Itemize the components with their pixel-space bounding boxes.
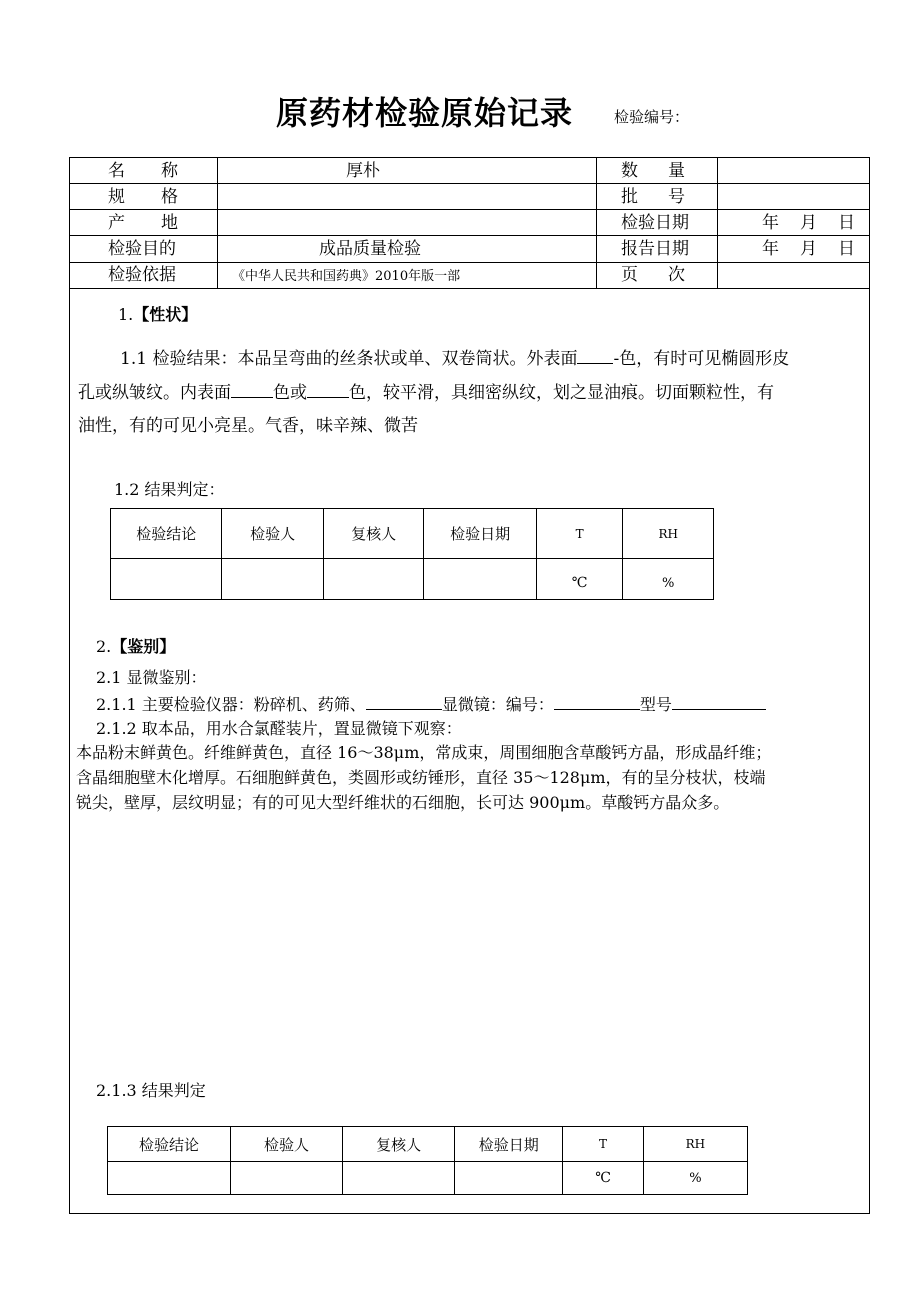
s1-th-reviewer: 复核人 [323, 509, 423, 559]
section1-result-line2 [78, 381, 774, 404]
s2-td-conclusion [108, 1162, 231, 1195]
s1-th-conclusion: 检验结论 [111, 509, 222, 559]
s1-td-temp: ℃ [536, 559, 623, 600]
label-basis: 检验依据 [108, 265, 176, 285]
section1-heading [118, 304, 197, 326]
s1-th-rh: RH [623, 509, 714, 559]
value-name: 厚朴 [346, 161, 380, 181]
result-text-a: 1.1 检验结果：本品呈弯曲的丝条状或单、双卷筒状。外表面 [120, 349, 578, 369]
s1-td-conclusion [111, 559, 222, 600]
inner-color-blank-2 [307, 381, 349, 398]
s1-td-rh: % [623, 559, 714, 600]
value-basis: 《中华人民共和国药典》2010年版一部 [232, 269, 461, 284]
s2-th-inspector: 检验人 [231, 1127, 343, 1162]
s2-td-inspector [231, 1162, 343, 1195]
instrument-text-c: 型号 [639, 695, 672, 714]
s2-td-rh: % [643, 1162, 747, 1195]
label-purpose: 检验目的 [108, 239, 176, 259]
instrument-text-b: 显微镜：编号： [441, 695, 554, 714]
section2-result-table [107, 1126, 748, 1195]
s2-th-date: 检验日期 [455, 1127, 563, 1162]
s1-th-date: 检验日期 [424, 509, 536, 559]
instrument-text-a: 2.1.1 主要检验仪器：粉碎机、药筛、 [96, 695, 366, 714]
section1-judge-label: 1.2 结果判定： [114, 480, 225, 499]
result-text-b: -色，有时可见椭圆形皮 [613, 349, 790, 369]
micro-desc-line2: 含晶细胞壁木化增厚。石细胞鲜黄色，类圆形或纺锤形，直径 35～128μm，有的呈分枝状，枝端 [76, 768, 766, 787]
label-quantity: 数量 [621, 161, 715, 181]
s2-td-date [455, 1162, 563, 1195]
section2-judge-label: 2.1.3 结果判定 [96, 1081, 206, 1100]
label-page: 页次 [621, 265, 715, 285]
section1-result-table [110, 508, 714, 600]
section1-heading-text: 【性状】 [133, 305, 198, 324]
page-title: 原药材检验原始记录 [276, 94, 574, 132]
value-inspection-date: 年 月 日 [762, 213, 857, 233]
label-name: 名称 [108, 161, 214, 181]
s2-th-reviewer: 复核人 [343, 1127, 455, 1162]
inspection-no-label: 检验编号： [614, 108, 690, 126]
result-line2-a: 孔或纵皱纹。内表面 [78, 383, 231, 403]
s2-th-temp: T [563, 1127, 643, 1162]
label-spec: 规格 [108, 187, 214, 207]
take-sample-line: 2.1.2 取本品，用水合氯醛装片，置显微镜下观察： [96, 719, 462, 738]
micro-desc-line1: 本品粉末鲜黄色。纤维鲜黄色，直径 16～38μm，常成束，周围细胞含草酸钙方晶，形成晶纤维； [76, 743, 772, 762]
result-line2-c: 色，较平滑，具细密纵纹，划之显油痕。切面颗粒性，有 [349, 383, 774, 403]
s2-td-temp: ℃ [563, 1162, 643, 1195]
value-report-date: 年 月 日 [762, 239, 857, 259]
s2-th-conclusion: 检验结论 [108, 1127, 231, 1162]
label-origin: 产地 [108, 213, 214, 233]
section2-heading [96, 636, 175, 658]
s1-th-temp: T [536, 509, 623, 559]
micro-desc-line3: 锐尖，壁厚，层纹明显；有的可见大型纤维状的石细胞，长可达 900μm。草酸钙方晶众多。 [76, 793, 730, 812]
section2-heading-num: 2. [96, 637, 112, 656]
instrument-blank-3 [672, 693, 766, 710]
instrument-blank-2 [554, 693, 640, 710]
section1-heading-num: 1. [118, 305, 134, 324]
section1-result-line1 [120, 347, 789, 370]
instrument-line [96, 693, 766, 716]
section2-heading-text: 【鉴别】 [111, 637, 176, 656]
s1-td-inspector [222, 559, 323, 600]
label-report-date: 报告日期 [621, 239, 689, 259]
s2-td-reviewer [343, 1162, 455, 1195]
s1-th-inspector: 检验人 [222, 509, 323, 559]
instrument-blank-1 [366, 693, 442, 710]
s1-td-reviewer [323, 559, 423, 600]
label-inspection-date: 检验日期 [621, 213, 689, 233]
s1-td-date [424, 559, 536, 600]
micro-label: 2.1 显微鉴别： [96, 668, 207, 687]
result-line2-b: 色或 [273, 383, 307, 403]
inner-color-blank-1 [231, 381, 273, 398]
outer-color-blank [577, 347, 613, 364]
s2-th-rh: RH [643, 1127, 747, 1162]
label-batch: 批号 [621, 187, 715, 207]
value-purpose: 成品质量检验 [319, 239, 421, 259]
section1-result-line3: 油性，有的可见小亮星。气香，味辛辣、微苦 [78, 416, 418, 436]
